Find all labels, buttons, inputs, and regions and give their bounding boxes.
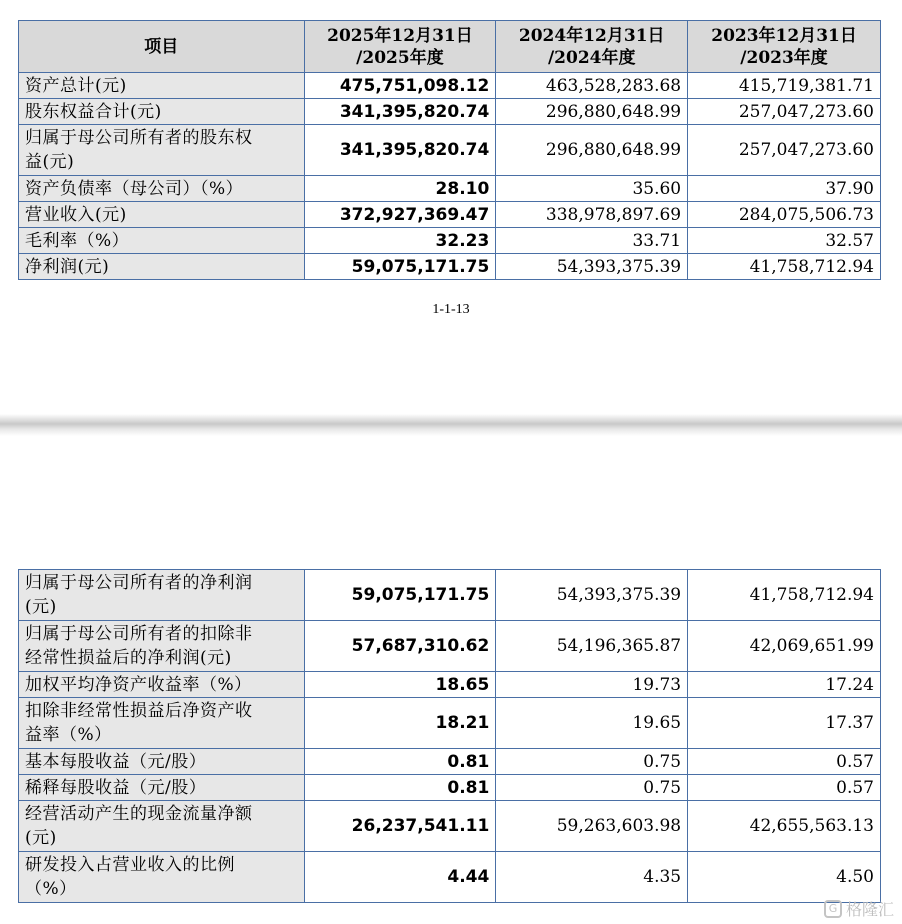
row-label: [19, 99, 305, 125]
value-2024: 19.65: [496, 698, 688, 749]
value-2024: 463,528,283.68: [496, 73, 688, 99]
row-label: [19, 801, 305, 852]
value-2025: 0.81: [304, 775, 496, 801]
table-row: [19, 228, 881, 254]
value-2024: 54,393,375.39: [496, 570, 688, 621]
value-2024: 35.60: [496, 176, 688, 202]
value-2024: 0.75: [496, 775, 688, 801]
row-label-line: 经常性损益后的净利润(元): [25, 648, 232, 668]
row-label: [19, 228, 305, 254]
table-row: [19, 672, 881, 698]
row-label-line: (元): [25, 597, 57, 617]
header-2025-year: /2025年度: [356, 47, 444, 68]
table-row: [19, 801, 881, 852]
header-2023-date: 2023年12月31日: [711, 25, 857, 46]
table-row: [19, 775, 881, 801]
value-2023: 37.90: [688, 176, 881, 202]
value-2025: 32.23: [304, 228, 496, 254]
ge-logo-icon: G: [824, 900, 842, 918]
value-2024: 296,880,648.99: [496, 99, 688, 125]
header-2024-year: /2024年度: [547, 47, 636, 68]
page-separator: [0, 414, 902, 436]
table-row: [19, 698, 881, 749]
row-label-line: 归属于母公司所有者的净利润: [25, 573, 253, 593]
row-label-line: 益(元): [25, 152, 75, 172]
row-label-line: 稀释每股收益（元/股）: [25, 777, 207, 798]
financial-table-top: [18, 20, 881, 280]
value-2025: 28.10: [304, 176, 496, 202]
table-row: [19, 254, 881, 280]
table-row: [19, 125, 881, 176]
header-item: 项目: [19, 21, 305, 73]
value-2024: 296,880,648.99: [496, 125, 688, 176]
row-label: [19, 254, 305, 280]
page-number: 1-1-13: [432, 302, 470, 317]
value-2025: 26,237,541.11: [304, 801, 496, 852]
value-2025: 0.81: [304, 749, 496, 775]
value-2023: 17.37: [688, 698, 881, 749]
row-label-line: 营业收入(元): [25, 204, 127, 225]
value-2024: 59,263,603.98: [496, 801, 688, 852]
row-label-line: 扣除非经常性损益后净资产收: [25, 701, 253, 721]
value-2025: 57,687,310.62: [304, 621, 496, 672]
header-2025-date: 2025年12月31日: [327, 25, 473, 46]
value-2024: 54,196,365.87: [496, 621, 688, 672]
value-2025: 372,927,369.47: [304, 202, 496, 228]
row-label-line: (元): [25, 828, 57, 848]
row-label: [19, 125, 305, 176]
value-2023: 4.50: [688, 852, 881, 903]
value-2023: 41,758,712.94: [688, 570, 881, 621]
row-label-line: （%）: [25, 879, 77, 899]
row-label-line: 毛利率（%）: [25, 230, 130, 251]
value-2025: 4.44: [304, 852, 496, 903]
row-label: [19, 621, 305, 672]
row-label-line: 资产负债率（母公司）（%）: [25, 178, 244, 199]
value-2025: 59,075,171.75: [304, 254, 496, 280]
row-label: [19, 672, 305, 698]
header-2025: [304, 21, 496, 73]
value-2023: 41,758,712.94: [688, 254, 881, 280]
row-label: [19, 852, 305, 903]
value-2024: 54,393,375.39: [496, 254, 688, 280]
row-label: [19, 749, 305, 775]
table-row: [19, 852, 881, 903]
table-row: [19, 570, 881, 621]
value-2023: 32.57: [688, 228, 881, 254]
row-label: [19, 73, 305, 99]
value-2025: 18.65: [304, 672, 496, 698]
table-row: [19, 176, 881, 202]
value-2023: 17.24: [688, 672, 881, 698]
table-row: [19, 73, 881, 99]
watermark: [824, 897, 894, 920]
row-label-line: 经营活动产生的现金流量净额: [25, 804, 253, 824]
value-2025: 341,395,820.74: [304, 99, 496, 125]
header-2023-year: /2023年度: [740, 47, 828, 68]
row-label: [19, 570, 305, 621]
row-label-line: 净利润(元): [25, 256, 110, 277]
value-2025: 341,395,820.74: [304, 125, 496, 176]
row-label-line: 加权平均净资产收益率（%）: [25, 674, 252, 695]
row-label-line: 益率（%）: [25, 725, 112, 745]
row-label-line: 归属于母公司所有者的扣除非: [25, 624, 253, 644]
header-2024-date: 2024年12月31日: [518, 25, 665, 46]
row-label-line: 基本每股收益（元/股）: [25, 751, 207, 772]
financial-table-bottom: [18, 569, 881, 903]
table-row: [19, 202, 881, 228]
value-2025: 18.21: [304, 698, 496, 749]
value-2023: 0.57: [688, 775, 881, 801]
value-2023: 415,719,381.71: [688, 73, 881, 99]
row-label-line: 股东权益合计(元): [25, 101, 162, 122]
table-row: [19, 99, 881, 125]
value-2024: 0.75: [496, 749, 688, 775]
value-2023: 257,047,273.60: [688, 99, 881, 125]
value-2024: 338,978,897.69: [496, 202, 688, 228]
header-2024: [496, 21, 688, 73]
header-2023: [688, 21, 881, 73]
value-2025: 475,751,098.12: [304, 73, 496, 99]
table-row: [19, 621, 881, 672]
value-2024: 4.35: [496, 852, 688, 903]
value-2023: 42,655,563.13: [688, 801, 881, 852]
row-label-line: 资产总计(元): [25, 75, 127, 96]
row-label-line: 归属于母公司所有者的股东权: [25, 128, 253, 148]
value-2025: 59,075,171.75: [304, 570, 496, 621]
row-label: [19, 176, 305, 202]
row-label: [19, 202, 305, 228]
value-2023: 0.57: [688, 749, 881, 775]
row-label-line: 研发投入占营业收入的比例: [25, 855, 235, 875]
row-label: [19, 775, 305, 801]
value-2023: 284,075,506.73: [688, 202, 881, 228]
row-label: [19, 698, 305, 749]
value-2023: 257,047,273.60: [688, 125, 881, 176]
watermark-text: 格隆汇: [845, 900, 894, 919]
table-row: [19, 749, 881, 775]
table-header-row: [19, 21, 881, 73]
value-2024: 33.71: [496, 228, 688, 254]
value-2024: 19.73: [496, 672, 688, 698]
value-2023: 42,069,651.99: [688, 621, 881, 672]
